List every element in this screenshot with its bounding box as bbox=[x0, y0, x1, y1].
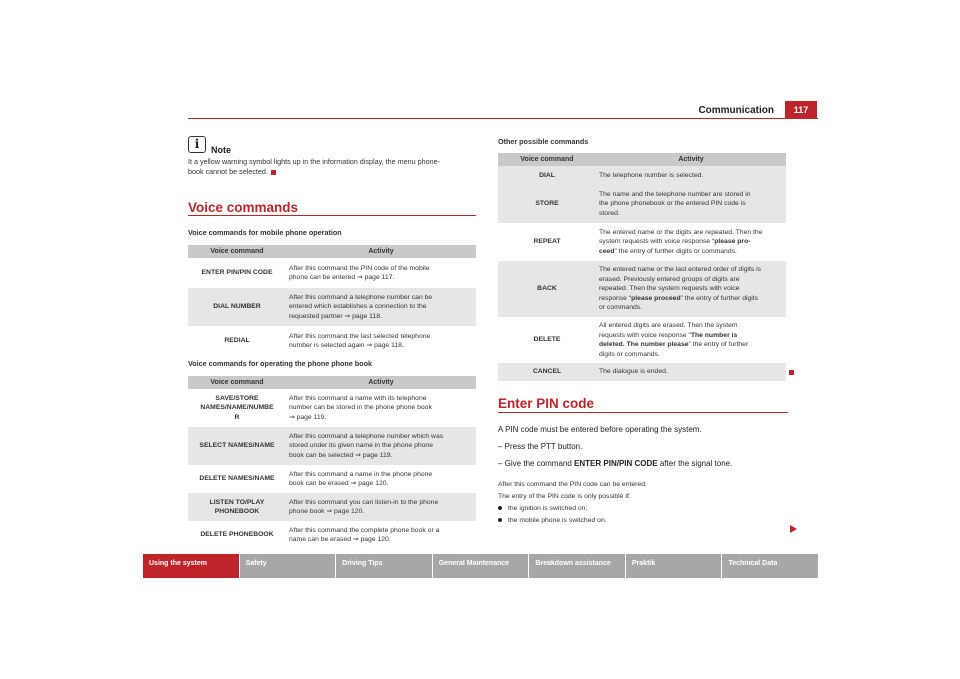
mobile-commands-table bbox=[188, 245, 476, 356]
command-cell: STORE bbox=[498, 185, 596, 223]
page-ref-link[interactable]: page 120. bbox=[358, 480, 389, 487]
page-ref-link[interactable]: page 119. bbox=[362, 451, 393, 459]
section-title-enter-pin: Enter PIN code bbox=[498, 396, 595, 411]
pin-possible-text: The entry of the PIN code is only possible if: bbox=[498, 493, 631, 500]
table-row bbox=[188, 465, 476, 493]
table-row bbox=[188, 521, 476, 549]
command-cell: BACK bbox=[498, 261, 596, 317]
col-header-activity: Activity bbox=[286, 376, 476, 389]
activity-line: number can be stored in the phone phone book bbox=[289, 404, 432, 412]
command-line: LISTEN TO/PLAY bbox=[209, 498, 265, 506]
activity-cell bbox=[286, 427, 476, 465]
end-mark-icon bbox=[271, 170, 276, 175]
note-line-1: It a yellow warning symbol lights up in the information display, the menu phone- bbox=[188, 157, 440, 166]
ref-arrow-icon: ⇒ bbox=[350, 480, 357, 487]
voice-response: The number is bbox=[690, 331, 738, 339]
activity-line: digits or commands. bbox=[599, 350, 660, 358]
bullet-icon bbox=[498, 518, 502, 522]
table-row bbox=[498, 166, 786, 185]
ref-arrow-icon: ⇒ bbox=[289, 413, 295, 421]
list-item-text: the ignition is switched on; bbox=[508, 505, 588, 512]
activity-line: ” the entry of further bbox=[688, 341, 749, 348]
pin-intro: A PIN code must be entered before operating the system. bbox=[498, 425, 702, 434]
col-header-command: Voice command bbox=[498, 153, 596, 166]
activity-line: After this command a name with its telephone bbox=[289, 394, 427, 402]
activity-line: ” the entry of further digits or commands. bbox=[614, 247, 737, 255]
activity-line: The entered name or the last entered order of digits is bbox=[599, 266, 762, 274]
col-header-command: Voice command bbox=[188, 245, 286, 258]
chapter-tab-bar bbox=[143, 554, 818, 578]
activity-line: requests with voice response “ bbox=[599, 331, 691, 339]
command-line: PHONEBOOK bbox=[214, 508, 260, 515]
tab-using-the-system[interactable]: Using the system bbox=[143, 554, 240, 578]
other-commands-table bbox=[498, 153, 786, 381]
activity-line: entered which establishes a connection to the bbox=[289, 303, 427, 311]
activity-cell bbox=[596, 363, 786, 381]
list-item bbox=[498, 503, 798, 515]
activity-cell bbox=[286, 493, 476, 521]
activity-line: book can be erased bbox=[289, 480, 351, 487]
activity-line: stored. bbox=[599, 209, 620, 217]
ref-arrow-icon: ⇒ bbox=[355, 451, 361, 459]
page-ref-link[interactable]: page 119. bbox=[296, 413, 327, 421]
activity-line: All entered digits are erased. Then the system bbox=[599, 322, 738, 329]
activity-cell bbox=[596, 261, 786, 317]
page-ref-link[interactable]: page 120. bbox=[334, 508, 365, 515]
command-cell: DELETE NAMES/NAME bbox=[188, 465, 286, 493]
activity-line: After this command the PIN code of the mobile bbox=[289, 264, 430, 272]
enter-pin-instructions bbox=[498, 421, 798, 472]
command-cell bbox=[188, 389, 286, 427]
activity-line: The dialogue is ended. bbox=[599, 368, 668, 376]
enter-pin-notes bbox=[498, 479, 798, 527]
activity-line: repeated. Then the system requests with voice bbox=[599, 285, 740, 293]
table-row bbox=[498, 185, 786, 223]
activity-cell bbox=[286, 521, 476, 549]
activity-line: name can be erased bbox=[289, 536, 353, 543]
tab-safety[interactable]: Safety bbox=[240, 554, 337, 578]
tab-praktik[interactable]: Praktik bbox=[626, 554, 723, 578]
activity-line: The name and the telephone number are stored in bbox=[599, 190, 751, 198]
activity-line: After this command the last selected telephone bbox=[289, 332, 431, 340]
activity-line: system requests with voice response “ bbox=[599, 238, 715, 246]
activity-line: After this command the complete phone book or a bbox=[289, 526, 440, 534]
table-row bbox=[188, 427, 476, 465]
activity-line: The telephone number is selected. bbox=[599, 171, 704, 179]
activity-line: ” the entry of further digits bbox=[680, 294, 759, 302]
activity-line: response “ bbox=[599, 294, 632, 302]
page-header-title: Communication bbox=[698, 105, 774, 116]
activity-line: number is selected again bbox=[289, 342, 367, 349]
command-cell: ENTER PIN/PIN CODE bbox=[188, 258, 286, 288]
command-cell: DIAL bbox=[498, 166, 596, 185]
mobile-commands-heading: Voice commands for mobile phone operation bbox=[188, 228, 342, 237]
note-title: Note bbox=[211, 145, 231, 155]
phonebook-commands-table bbox=[188, 376, 476, 549]
section-rule bbox=[498, 412, 788, 413]
page-ref-link[interactable]: page 118. bbox=[374, 342, 404, 349]
table-row bbox=[188, 389, 476, 427]
pin-step-2-text: after the signal tone. bbox=[657, 459, 733, 468]
note-line-2: book cannot be selected. bbox=[188, 167, 268, 176]
command-cell: REDIAL bbox=[188, 326, 286, 356]
activity-line: book can be selected bbox=[289, 451, 356, 459]
command-line: SAVE/STORE bbox=[215, 394, 259, 402]
activity-line: erased. Previously entered groups of digits are bbox=[599, 275, 740, 283]
command-cell bbox=[188, 493, 286, 521]
activity-cell bbox=[596, 166, 786, 185]
activity-cell bbox=[596, 223, 786, 261]
section-title-voice-commands: Voice commands bbox=[188, 200, 299, 215]
activity-line: requested partner bbox=[289, 312, 345, 320]
activity-line: After this command a name in the phone phone bbox=[289, 470, 433, 478]
table-row bbox=[188, 288, 476, 326]
command-cell: CANCEL bbox=[498, 363, 596, 381]
page-ref-link[interactable]: page 117. bbox=[364, 274, 395, 281]
ref-arrow-icon: ⇒ bbox=[357, 274, 363, 281]
bullet-icon bbox=[498, 506, 502, 510]
table-row bbox=[188, 258, 476, 288]
table-row bbox=[498, 363, 786, 381]
note-text bbox=[188, 157, 478, 177]
activity-cell bbox=[596, 317, 786, 363]
list-item bbox=[498, 515, 798, 527]
table-row bbox=[498, 261, 786, 317]
voice-response: please proceed bbox=[631, 294, 681, 302]
ref-arrow-icon: ⇒ bbox=[326, 508, 333, 515]
activity-line: After this command you can listen-in to the phone bbox=[289, 498, 439, 506]
activity-line: stored under its given name in the phone phone bbox=[289, 442, 433, 450]
note-info-icon: i bbox=[188, 136, 206, 153]
activity-line: The entered name or the digits are repeated. Then the bbox=[599, 228, 763, 236]
command-cell: DIAL NUMBER bbox=[188, 288, 286, 326]
activity-line: phone book bbox=[289, 508, 327, 515]
col-header-activity: Activity bbox=[286, 245, 476, 258]
header-divider bbox=[188, 118, 818, 119]
command-cell: DELETE PHONEBOOK bbox=[188, 521, 286, 549]
activity-cell bbox=[286, 258, 476, 288]
ref-arrow-icon: ⇒ bbox=[366, 342, 373, 349]
command-cell: DELETE bbox=[498, 317, 596, 363]
tab-driving-tips[interactable]: Driving Tips bbox=[336, 554, 433, 578]
voice-response: please pro- bbox=[714, 238, 751, 246]
command-line: NAMES/NAME/NUMBE bbox=[200, 404, 274, 412]
command-line: R bbox=[234, 413, 240, 421]
table-row bbox=[498, 223, 786, 261]
page-number: 117 bbox=[785, 101, 817, 119]
end-mark-icon bbox=[789, 370, 794, 375]
table-row bbox=[188, 326, 476, 356]
list-item-text: the mobile phone is switched on. bbox=[508, 517, 607, 524]
pin-step-1: – Press the PTT button. bbox=[498, 442, 583, 451]
activity-line: phone can be entered bbox=[289, 274, 358, 281]
command-cell: SELECT NAMES/NAME bbox=[188, 427, 286, 465]
pin-command: ENTER PIN/PIN CODE bbox=[574, 459, 658, 468]
activity-line: After this command a telephone number can be bbox=[289, 293, 433, 301]
section-rule bbox=[188, 215, 476, 216]
col-header-activity: Activity bbox=[596, 153, 786, 166]
other-commands-heading: Other possible commands bbox=[498, 137, 589, 146]
tab-general-maintenance[interactable]: General Maintenance bbox=[433, 554, 530, 578]
table-row bbox=[188, 493, 476, 521]
ref-arrow-icon: ⇒ bbox=[352, 536, 359, 543]
activity-line: or commands. bbox=[599, 304, 643, 312]
activity-cell bbox=[286, 389, 476, 427]
ref-arrow-icon: ⇒ bbox=[344, 312, 351, 320]
pin-step-2 bbox=[498, 455, 798, 472]
next-page-arrow-icon[interactable] bbox=[790, 525, 797, 533]
voice-response: deleted. The number please bbox=[599, 341, 689, 348]
activity-cell bbox=[286, 465, 476, 493]
activity-cell bbox=[596, 185, 786, 223]
activity-line: After this command a telephone number which was bbox=[289, 432, 444, 440]
tab-breakdown-assistance[interactable]: Breakdown assistance bbox=[529, 554, 626, 578]
col-header-command: Voice command bbox=[188, 376, 286, 389]
activity-line: the phone phonebook or the entered PIN code is bbox=[599, 200, 746, 208]
pin-after-text: After this command the PIN code can be entered. bbox=[498, 481, 647, 488]
voice-response: ceed bbox=[599, 247, 615, 255]
tab-technical-data[interactable]: Technical Data bbox=[722, 554, 818, 578]
command-cell: REPEAT bbox=[498, 223, 596, 261]
page-ref-link[interactable]: page 120. bbox=[360, 536, 391, 543]
activity-cell bbox=[286, 288, 476, 326]
phonebook-commands-heading: Voice commands for operating the phone phone book bbox=[188, 359, 372, 368]
page-ref-link[interactable]: page 118. bbox=[352, 312, 382, 320]
activity-cell bbox=[286, 326, 476, 356]
pin-step-2-text: – Give the command bbox=[498, 459, 575, 468]
table-row bbox=[498, 317, 786, 363]
